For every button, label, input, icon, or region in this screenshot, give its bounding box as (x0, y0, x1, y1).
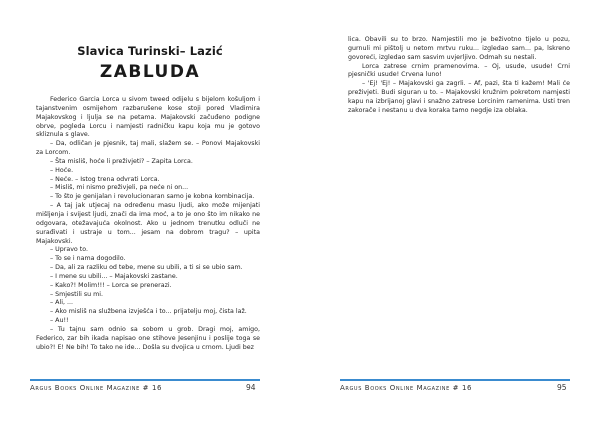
footer-magazine-name: Argus Books Online Magazine # 16 (340, 384, 473, 392)
paragraph: – To se i nama dogodilo. (50, 255, 126, 263)
paragraph: – Kako?! Molim!!! – Lorca se prenerazi. (50, 281, 172, 289)
page-number: 95 (557, 383, 567, 392)
paragraph: – Neće. – Istog trena odvrati Lorca. (50, 175, 160, 183)
footer-rule (340, 379, 570, 381)
footer-rule (30, 379, 260, 381)
right-page-body (348, 36, 570, 116)
paragraph: – Au!! (50, 317, 69, 325)
footer-magazine-name: Argus Books Online Magazine # 16 (30, 384, 163, 392)
paragraph: – A taj jak utjecaj na određenu masu ljudi, ako može mijenjati mišljenja i svijest ljudi, znači da ima moć, a to je ono što im nikako ne odgovara, otežavajuća okolnost. Ako u jednom trenutku odluči ne surađivati i ustraje u tom... jesam na dobrom tragu? – upita Majakovski. (36, 202, 260, 245)
right-page (300, 0, 600, 424)
author-name: Slavica Turinski– Lazić (77, 44, 223, 58)
paragraph: – Smjestili su mi. (50, 290, 104, 298)
paragraph: – Da, odličan je pjesnik, taj mali, slažem se. – Ponovi Majakovski za Lorcom. (36, 140, 260, 157)
story-title: ZABLUDA (99, 62, 201, 82)
paragraph: – Šta misliš, hoće li preživjeti? – Zapita Lorca. (50, 157, 193, 165)
paragraph: lica. Obavili su to brzo. Namjestili mo je beživotno tijelo u pozu, gurnuli mi pištolj u netom mrtvu ruku... izgledao sam... pa, lskreno govoreći, izgledao sam sasvim uvjerljivo. Odmah su nestali. (348, 36, 570, 61)
paragraph: Federico Garcia Lorca u sivom tweed odijelu s bijelom košuljom i tajanstvenim osmijehom razbarušene kose stoji pored Vladimira Majakovskog i ljulja se na petama. Majakovski začuđeno podigne obrve, pogleda Lorcu i namjesti radničku kapu koja mu je gotovo skliznula s glave. (36, 96, 260, 139)
paragraph: – 'Ej! 'Ej! – Majakovski ga zagrli. – Af, pazi, šta ti kažem! Mali će preživjeti. Budi siguran u to. – Majakovski kružnim pokretom namjesti kapu na izbrijanoj glavi i snažno zatrese Lorcinim ramenima. Usti tren zakorače i nestanu u dva koraka tamo negdje iza oblaka. (348, 80, 570, 114)
paragraph: – Misliš, mi nismo preživjeli, pa neće ni on... (50, 184, 189, 192)
paragraph: – Ali, ... (50, 299, 73, 307)
paragraph: – Da, ali za razliku od tebe, mene su ubili, a ti si se ubio sam. (50, 264, 243, 272)
paragraph: – To što je genijalan i revolucionaran samo je kobna kombinacija. (50, 193, 255, 201)
left-page-body (36, 96, 260, 352)
paragraph: – I mene su ubili... – Majakovski zastane. (50, 272, 178, 280)
paragraph: Lorca zatrese crnim pramenovima. – Oj, usude, usude! Crni pjesnički usude! Crvena luno! (348, 62, 570, 79)
paragraph: – Tu tajnu sam odnio sa sobom u grob. Dragi moj, amigo, Federico, zar bih ikada napisao one stihove Jesenjinu i poslije toga se ubio?! E! Ne bih! To tako ne ide... Došla su dvojica u crnom. Ljudi bez (36, 325, 260, 351)
paragraph: – Hoće. (50, 166, 74, 174)
page-number: 94 (246, 383, 256, 392)
paragraph: – Upravo to. (50, 246, 88, 254)
paragraph: – Ako misliš na službena izvješća i to... prijatelju moj, čista laž. (50, 308, 247, 316)
